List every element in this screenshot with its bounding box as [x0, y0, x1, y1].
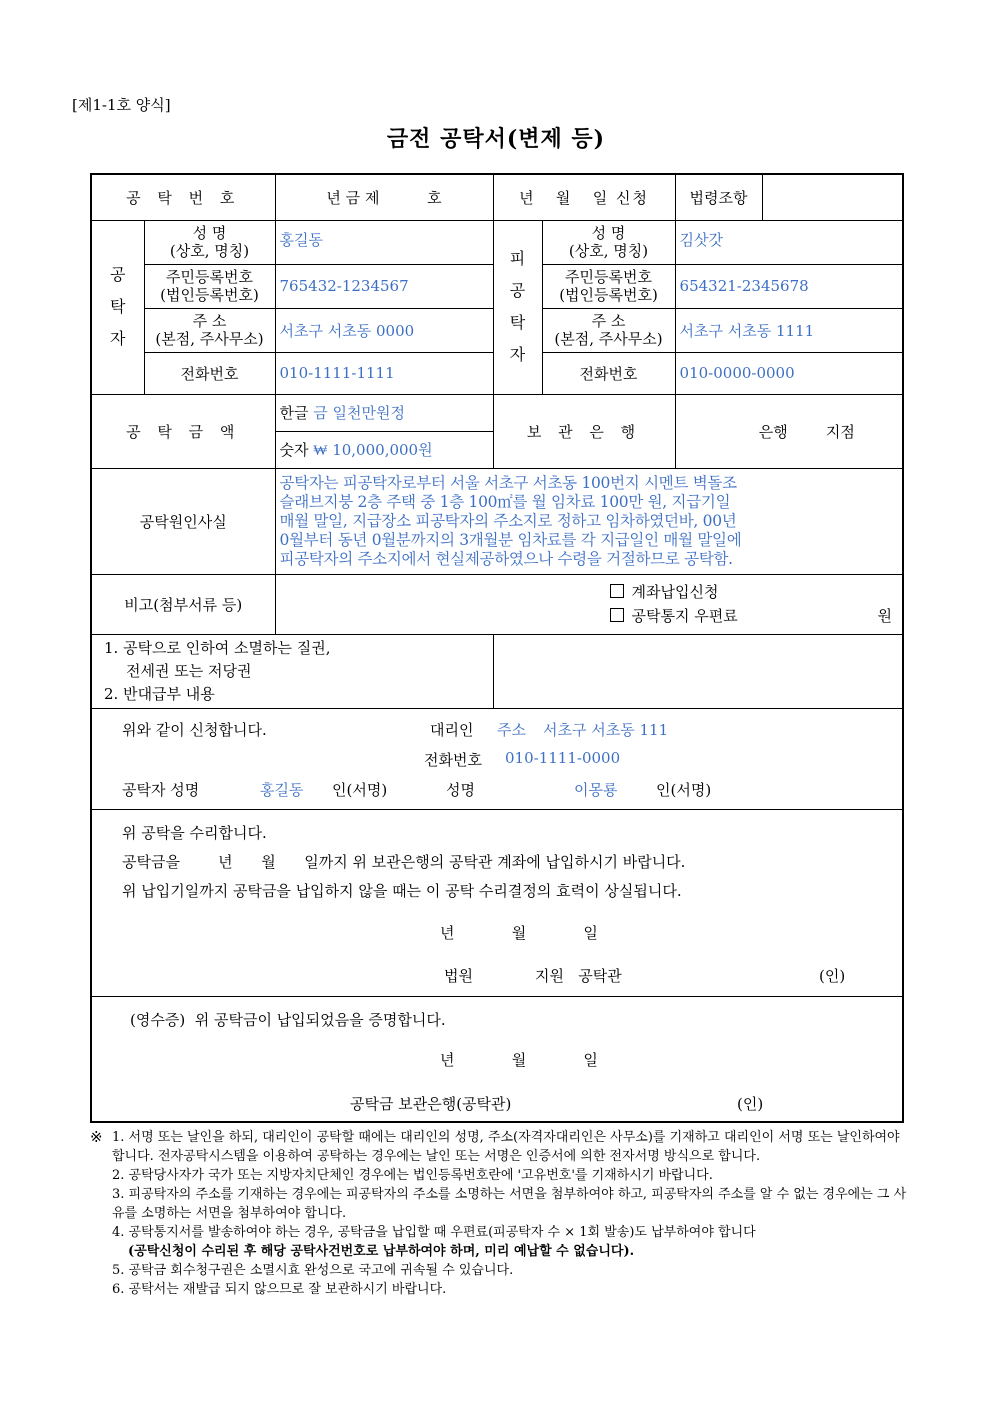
- depositor-id-label: 주민등록번호 (법인등록번호): [144, 264, 275, 308]
- receipt-bank: 공탁금 보관은행(공탁관): [350, 1094, 512, 1113]
- depositee-name-label: 성 명 (상호, 명칭): [542, 220, 675, 264]
- postage-label: 공탁통지 우편료: [631, 607, 738, 625]
- acceptance-seal: (인): [819, 966, 846, 985]
- remarks-label: 비고(첨부서류 등): [91, 574, 275, 634]
- application-section: [91, 708, 903, 809]
- depositor-side-label: 공 탁 자: [91, 220, 144, 394]
- postage-checkbox[interactable]: [610, 608, 624, 622]
- cause-line: 0월부터 동년 0월분까지의 3개월분 임차료를 각 지급일인 매월 말일에: [279, 530, 742, 549]
- postage-row[interactable]: [610, 604, 899, 628]
- depositor-name[interactable]: 홍길동: [275, 220, 493, 264]
- extinction-line3: 2. 반대급부 내용: [104, 684, 215, 703]
- depositee-id-label: 주민등록번호 (법인등록번호): [542, 264, 675, 308]
- page-title: 금전 공탁서(변제 등): [386, 126, 606, 152]
- note-item: [90, 1280, 910, 1299]
- law-label: 법령조항: [675, 174, 762, 220]
- amount-hangul-cell[interactable]: [275, 394, 493, 431]
- note-mark: ※: [90, 1128, 103, 1146]
- application-statement: 위와 같이 신청합니다.: [122, 720, 267, 739]
- bank-value[interactable]: 은행 지점: [675, 394, 903, 468]
- deposit-no-value[interactable]: 년 금 제 호: [275, 174, 493, 220]
- amount-hangul: 금 일천만원정: [313, 404, 405, 422]
- acceptance-court: 법원 지원 공탁관: [444, 966, 622, 985]
- depositor-addr[interactable]: 서초구 서초동 0000: [275, 308, 493, 352]
- deposit-no-label: 공 탁 번 호: [91, 174, 275, 220]
- acceptance-section: [91, 809, 903, 996]
- note-item: [90, 1185, 910, 1223]
- note-4: 4. 공탁통지서를 발송하여야 하는 경우, 공탁금을 납입할 때 우편료(피공탁자 수 × 1회 발송)도 납부하여야 합니다: [112, 1225, 756, 1240]
- depositor-name-label: 성 명 (상호, 명칭): [144, 220, 275, 264]
- depositee-id[interactable]: 654321-2345678: [675, 264, 903, 308]
- agent-addr-label: 주소: [497, 720, 526, 739]
- depositor-name-sign[interactable]: 홍길동: [260, 780, 304, 799]
- agent-label: 대리인: [430, 720, 474, 739]
- amount-number: ₩ 10,000,000원: [313, 441, 433, 459]
- receipt-seal: (인): [737, 1094, 764, 1113]
- remarks-cell[interactable]: [275, 574, 903, 634]
- note-item: [90, 1128, 910, 1166]
- agent-addr[interactable]: 서초구 서초동 111: [543, 720, 669, 739]
- receipt-line1: (영수증) 위 공탁금이 납입되었음을 증명합니다.: [130, 1010, 446, 1029]
- note-item: [90, 1223, 910, 1261]
- receipt-date: 년 월 일: [440, 1050, 598, 1069]
- acceptance-date: 년 월 일: [440, 923, 598, 942]
- agent-name-label: 성명: [446, 780, 475, 799]
- note-6: 6. 공탁서는 재발급 되지 않으므로 잘 보관하시기 바랍니다.: [112, 1282, 447, 1297]
- amount-number-label: 숫자: [279, 441, 309, 459]
- law-value[interactable]: [762, 174, 903, 220]
- account-request-row[interactable]: [610, 580, 899, 604]
- cause-line: 매월 말일, 지급장소 피공탁자의 주소지로 정하고 임차하였던바, 00년: [279, 511, 737, 530]
- depositee-addr[interactable]: 서초구 서초동 1111: [675, 308, 903, 352]
- agent-phone-label: 전화번호: [424, 750, 482, 769]
- depositor-phone[interactable]: 010-1111-1111: [275, 352, 493, 394]
- extinction-label: [91, 634, 493, 708]
- deposit-form-table: [90, 173, 904, 1123]
- notes: [90, 1128, 910, 1299]
- depositor-addr-label: 주 소 (본점, 주사무소): [144, 308, 275, 352]
- note-item: [90, 1166, 910, 1185]
- extinction-line1: 1. 공탁으로 인하여 소멸하는 질권,: [104, 638, 331, 657]
- extinction-value[interactable]: [493, 634, 903, 708]
- bank-label: 보 관 은 행: [493, 394, 675, 468]
- depositor-name-sign-label: 공탁자 성명: [122, 780, 200, 799]
- depositee-phone-label: 전화번호: [542, 352, 675, 394]
- postage-won: 원: [877, 607, 893, 625]
- depositee-name[interactable]: 김삿갓: [675, 220, 903, 264]
- cause-line: 공탁자는 피공탁자로부터 서울 서초구 서초동 100번지 시멘트 벽돌조: [279, 473, 737, 492]
- note-4-bold: (공탁신청이 수리된 후 해당 공탁사건번호로 납부하여야 하며, 미리 예납할 수 없습니다).: [128, 1244, 635, 1259]
- acceptance-line1: 위 공탁을 수리합니다.: [122, 823, 267, 842]
- depositee-addr-label: 주 소 (본점, 주사무소): [542, 308, 675, 352]
- cause-line: 피공탁자의 주소지에서 현실제공하였으나 수령을 거절하므로 공탁함.: [279, 549, 733, 568]
- depositor-seal: 인(서명): [332, 780, 388, 799]
- form-code: [제1-1호 양식]: [72, 96, 171, 114]
- amount-hangul-label: 한글: [279, 404, 309, 422]
- cause-line: 슬래브지붕 2층 주택 중 1층 100㎡를 월 임차료 100만 원, 지급기일: [279, 492, 731, 511]
- receipt-section: [91, 996, 903, 1122]
- depositor-id[interactable]: 765432-1234567: [275, 264, 493, 308]
- note-1: 1. 서명 또는 날인을 하되, 대리인이 공탁할 때에는 대리인의 성명, 주소(자격자대리인은 사무소)를 기재하고 대리인이 서명 또는 날인하여야 합니다. 전자공탁시스템을 이용하여 공탁하는 경우에는 날인 또는 서명은 인증서에 의한 전자서명 방식으로 합니다.: [112, 1130, 900, 1164]
- depositor-phone-label: 전화번호: [144, 352, 275, 394]
- note-item: [90, 1261, 910, 1280]
- agent-seal: 인(서명): [656, 780, 712, 799]
- depositee-phone[interactable]: 010-0000-0000: [675, 352, 903, 394]
- amount-number-cell[interactable]: [275, 431, 493, 468]
- extinction-line2: 전세권 또는 저당권: [126, 661, 252, 680]
- amount-label: 공 탁 금 액: [91, 394, 275, 468]
- acceptance-line2: 공탁금을 년 월 일까지 위 보관은행의 공탁관 계좌에 납입하시기 바랍니다.: [122, 852, 686, 871]
- depositee-side-label: 피 공 탁 자: [493, 220, 542, 394]
- cause-label: 공탁원인사실: [91, 468, 275, 574]
- agent-name[interactable]: 이몽룡: [574, 780, 618, 799]
- note-2: 2. 공탁당사자가 국가 또는 지방자치단체인 경우에는 법인등록번호란에 '고유번호'를 기재하시기 바랍니다.: [112, 1168, 713, 1183]
- acceptance-line3: 위 납입기일까지 공탁금을 납입하지 않을 때는 이 공탁 수리결정의 효력이 상실됩니다.: [122, 881, 682, 900]
- agent-phone[interactable]: 010-1111-0000: [505, 748, 621, 767]
- account-request-label: 계좌납입신청: [631, 583, 719, 601]
- cause-text[interactable]: [275, 468, 903, 574]
- account-request-checkbox[interactable]: [610, 584, 624, 598]
- note-5: 5. 공탁금 회수청구권은 소멸시효 완성으로 국고에 귀속될 수 있습니다.: [112, 1263, 514, 1278]
- apply-date[interactable]: 년 월 일 신청: [493, 174, 675, 220]
- note-3: 3. 피공탁자의 주소를 기재하는 경우에는 피공탁자의 주소를 소명하는 서면을 첨부하여야 하고, 피공탁자의 주소를 알 수 없는 경우에는 그 사유를 소명하는 서면을 첨부하여야 합니다.: [112, 1187, 907, 1221]
